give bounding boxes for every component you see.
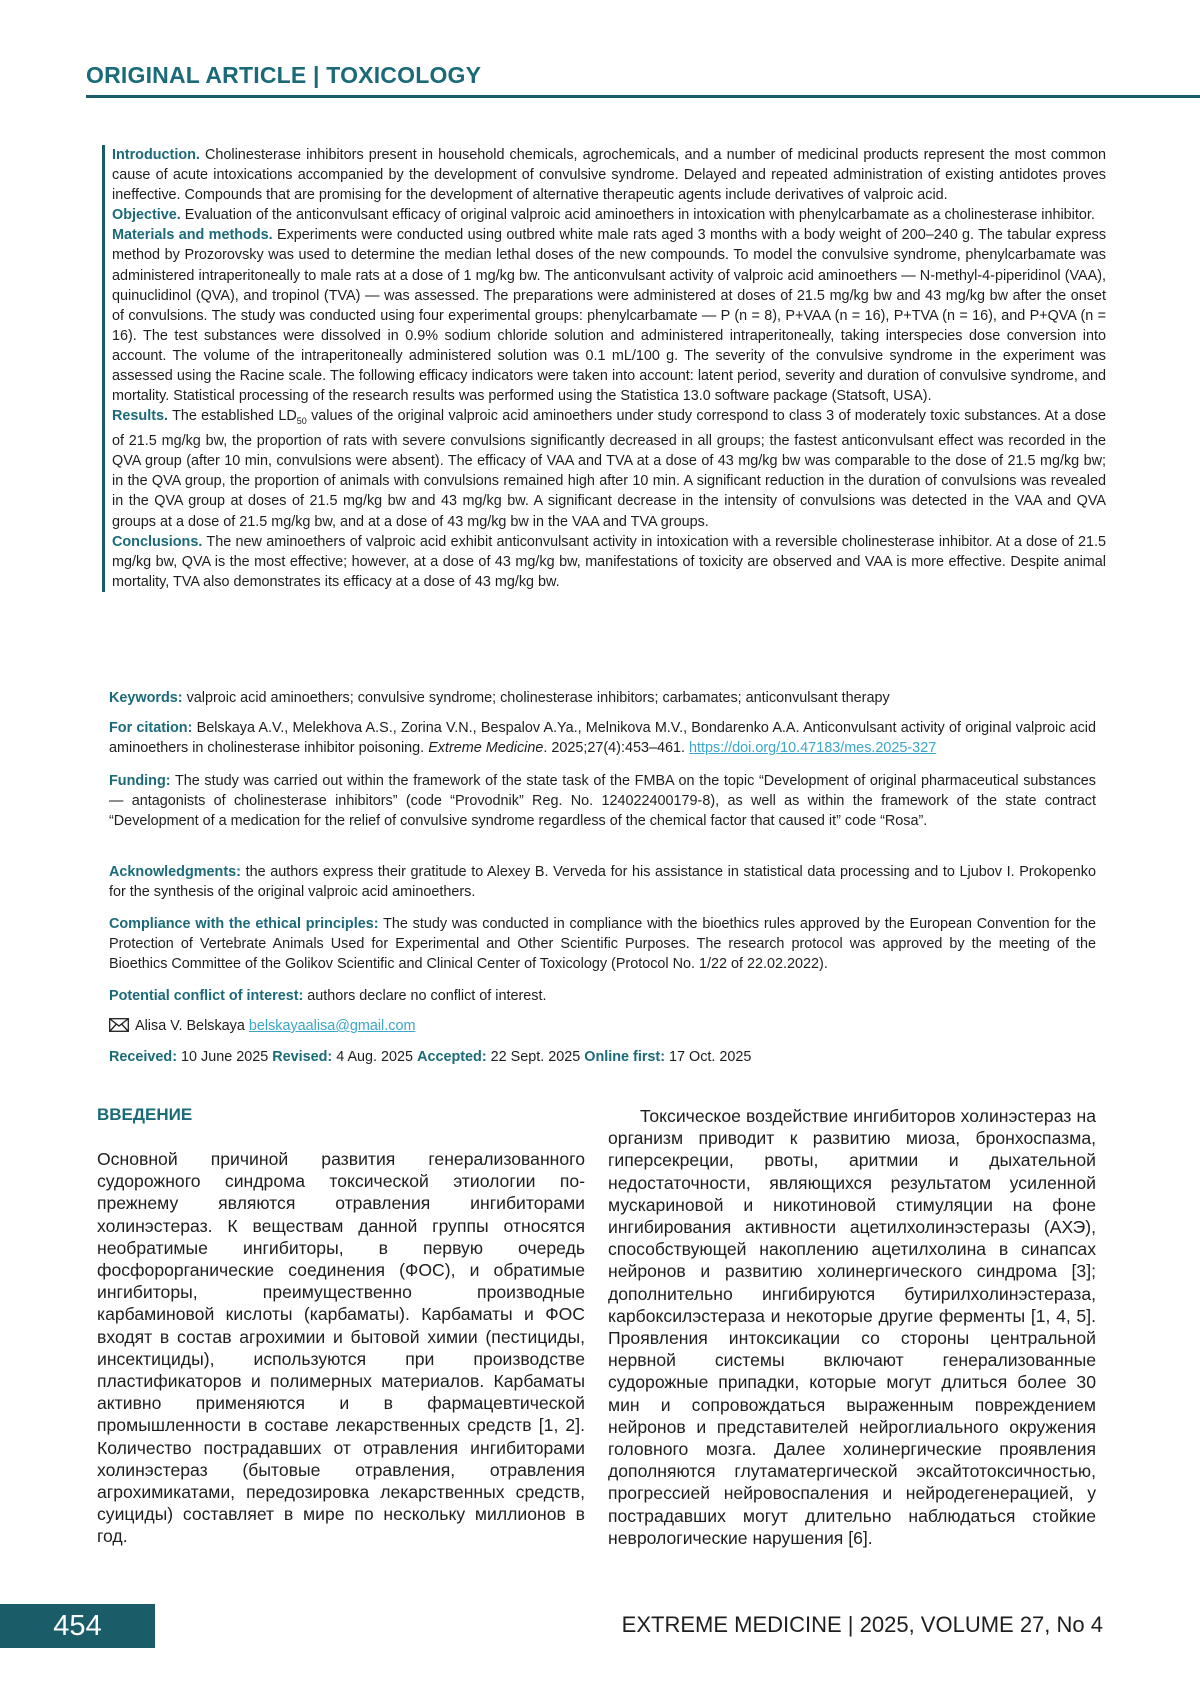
received-label: Received: (109, 1049, 177, 1065)
correspondence-name: Alisa V. Belskaya (135, 1018, 245, 1034)
results-text-post: values of the original valproic acid aminoethers under study correspond to class 3 of moderately toxic substances. At a dose of 21.5 mg/kg bw, the proportion of rats with severe convulsions significantly decreased in all groups; the fastest anticonvulsant effect was recorded in the QVA group (after 10 min, convulsions were absent). The efficacy of VAA and TVA at a dose of 43 mg/kg bw was comparable to the dose of 21.5 mg/kg bw; in the QVA group, the proportion of animals with convulsions remained high after 10 min. A significant reduction in the duration of convulsions was revealed in the QVA group at doses of 21.5 mg/kg bw and 43 mg/kg bw. A significant decrease in the intensity of convulsions was detected in the VAA and QVA groups at a dose of 21.5 mg/kg bw, and at a dose of 43 mg/kg bw in the VAA and TVA groups. (112, 408, 1107, 530)
abstract-methods (112, 225, 1106, 406)
results-label: Results. (112, 408, 168, 425)
introduction-text: Cholinesterase inhibitors present in household chemicals, agrochemicals, and a number of medicinal products represent the most common cause of acute intoxications accompanied by the development of convulsive syndrome. Delayed and repeated administration of existing antidotes proves ineffective. Compounds that are promising for the development of alternative therapeutic agents include derivatives of valproic acid. (112, 147, 1106, 204)
conflict-label: Potential conflict of interest: (109, 988, 304, 1004)
abstract-objective (112, 205, 1106, 225)
objective-label: Objective. (112, 207, 181, 224)
acknowledgments-text: the authors express their gratitude to Alexey B. Verveda for his assistance in statistical data processing and to Ljubov I. Prokopenko for the synthesis of the original valproic acid aminoethers. (109, 864, 1097, 900)
keywords-label: Keywords: (109, 690, 183, 706)
page-number: 454 (0, 1604, 155, 1648)
body-paragraph: Основной причиной развития генерализованного судорожного синдрома токсической этиологии по-прежнему являются отравления ингибиторами холинэстераз. К веществам данной группы относятся необратимые ингибиторы, в первую очередь фосфорорганические соединения (ФОС), и обратимые ингибиторы, преимущественно производные карбаминовой кислоты (карбаматы). Карбаматы и ФОС входят в состав агрохимии и бытовой химии (пестициды, инсектициды), используются при производстве пластификаторов и полимерных материалов. Карбаматы активно применяются и в фармацевтической промышленности в составе лекарственных средств [1, 2]. Количество пострадавших от отравления ингибиторами холинэстераз (бытовые отравления, отравления агрохимикатами, передозировка лекарственных средств, суициды) составляет в мире по нескольку миллионов в год. (97, 1149, 585, 1547)
journal-footer: EXTREME MEDICINE | 2025, VOLUME 27, No 4 (621, 1612, 1103, 1637)
accepted-date: 22 Sept. 2025 (490, 1049, 581, 1065)
methods-label: Materials and methods. (112, 227, 273, 244)
header-divider (86, 95, 1200, 98)
results-text-pre: The established LD (172, 408, 297, 425)
body-right-column (608, 1105, 1096, 1549)
conflict-text: authors declare no conflict of interest. (307, 988, 547, 1004)
ethics (109, 914, 1096, 974)
abstract-introduction (112, 145, 1106, 205)
citation-journal: Extreme Medicine (428, 740, 544, 756)
correspondence (109, 1016, 1096, 1038)
results-subscript: 50 (296, 416, 307, 427)
received-date: 10 June 2025 (181, 1049, 269, 1065)
introduction-label: Introduction. (112, 147, 200, 163)
funding-label: Funding: (109, 773, 171, 789)
abstract-results (112, 406, 1106, 531)
body-left-column (97, 1148, 585, 1548)
abstract-conclusions (112, 532, 1106, 592)
revised-label: Revised: (272, 1049, 333, 1065)
funding-text: The study was carried out within the framework of the state task of the FMBA on the topic “Development of original pharmaceutical substances — antagonists of cholinesterase inhibitors” (code “Provodnik” Reg. No. 124022400179-8), as well as within the framework of the state contract “Development of a medication for the relief of convulsive syndrome regardless of the chemical factor that caused it” code “Rosa”. (109, 773, 1096, 829)
body-paragraph: Токсическое воздействие ингибиторов холинэстераз на организм приводит к развитию миоза, бронхоспазма, гиперсекреции, рвоты, аритмии и дыхательной недостаточности, являющихся результатом усиленной мускариновой и никотиновой стимуляции на фоне ингибирования активности ацетилхолинэстеразы (АХЭ), способствующей накоплению ацетилхолина в синапсах нейронов и развитию холинергического синдрома [3]; дополнительно ингибируются бутирилхолинэстераза, карбоксилэстераза и некоторые другие ферменты [1, 4, 5]. Проявления интоксикации со стороны центральной нервной системы включают генерализованные судорожные припадки, которые могут длиться более 30 мин и сопровождаться выраженным повреждением нейронов и представителей нейроглиального окружения головного мозга. Далее холинергические проявления дополняются глутаматергической эксайтотоксичностью, прогрессией нейровоспаления и нейродегенерацией, у пострадавших могут длительно наблюдаться стойкие неврологические нарушения [6]. (608, 1106, 1096, 1548)
section-title-introduction: ВВЕДЕНИЕ (97, 1105, 193, 1124)
revised-date: 4 Aug. 2025 (336, 1049, 414, 1065)
citation (109, 718, 1096, 758)
online-date: 17 Oct. 2025 (669, 1049, 752, 1065)
ethics-text: The study was conducted in compliance with the bioethics rules approved by the European Convention for the Protection of Vertebrate Animals Used for Experimental and Other Scientific Purposes. The research protocol was approved by the meeting of the Bioethics Committee of the Golikov Scientific and Clinical Center of Toxicology (Protocol No. 1/22 of 22.02.2022). (109, 916, 1096, 972)
conclusions-text: The new aminoethers of valproic acid exhibit anticonvulsant activity in intoxication with a reversible cholinesterase inhibitor. At a dose of 21.5 mg/kg bw, QVA is the most effective; however, at a dose of 43 mg/kg bw, manifestations of toxicity are observed and VAA is more effective. Despite animal mortality, TVA also demonstrates its efficacy at a dose of 43 mg/kg bw. (112, 533, 1106, 590)
accepted-label: Accepted: (417, 1049, 487, 1065)
doi-link[interactable]: https://doi.org/10.47183/mes.2025-327 (688, 740, 937, 756)
objective-text: Evaluation of the anticonvulsant efficacy of original valproic acid aminoethers in intoxication with phenylcarbamate as a cholinesterase inhibitor. (184, 207, 1095, 224)
ethics-label: Compliance with the ethical principles: (109, 916, 379, 932)
acknowledgments (109, 862, 1096, 902)
methods-text: Experiments were conducted using outbred white male rats aged 3 months with a body weight of 200–240 g. The tabular express method by Prozorovsky was used to determine the median lethal doses of the new compounds. To model the convulsive syndrome, phenylcarbamate was administered intraperitoneally to male rats at a dose of 1 mg/kg bw. The anticonvulsant activity of valproic acid aminoethers — N-methyl-4-piperidinol (VAA), quinuclidinol (QVA), and tropinol (TVA) — was assessed. The preparations were administered at doses of 21.5 mg/kg bw and 43 mg/kg bw after the onset of convulsions. The study was conducted using four experimental groups: phenylcarbamate — P (n = 8), P+VAA (n = 16), P+TVA (n = 16), and P+QVA (n = 16). The test substances were dissolved in 0.9% sodium chloride solution and administered intraperitoneally, taking interspecies dose conversion into account. The volume of the intraperitoneally administered solution was 0.1 mL/100 g. The severity of the convulsive syndrome in the experiment was assessed using the Racine scale. The following efficacy indicators were taken into account: latent period, severity and duration of convulsive syndrome, and mortality. Statistical processing of the research results was performed using the Statistica 13.0 software package (Statsoft, USA). (112, 227, 1107, 405)
keywords-text: valproic acid aminoethers; convulsive syndrome; cholinesterase inhibitors; carbamates; anticonvulsant therapy (186, 690, 890, 706)
abstract-block (102, 145, 1106, 592)
funding (109, 771, 1096, 831)
acknowledgments-label: Acknowledgments: (109, 864, 241, 880)
conclusions-label: Conclusions. (112, 533, 203, 550)
citation-text: Belskaya A.V., Melekhova A.S., Zorina V.N., Bespalov A.Ya., Melnikova M.V., Bondarenko A.A. Anticonvulsant activity of original valproic acid aminoethers in cholinesterase inhibitor poisoning. (109, 720, 1097, 756)
online-label: Online first: (584, 1049, 666, 1065)
citation-label: For citation: (109, 720, 193, 736)
email-link[interactable]: belskayaalisa@gmail.com (248, 1018, 416, 1034)
envelope-icon (109, 1018, 129, 1038)
citation-ref: . 2025;27(4):453–461. (543, 740, 685, 756)
article-dates (109, 1047, 1096, 1067)
section-header: ORIGINAL ARTICLE | TOXICOLOGY (86, 62, 482, 88)
keywords (109, 688, 1096, 708)
conflict-of-interest (109, 986, 1096, 1006)
